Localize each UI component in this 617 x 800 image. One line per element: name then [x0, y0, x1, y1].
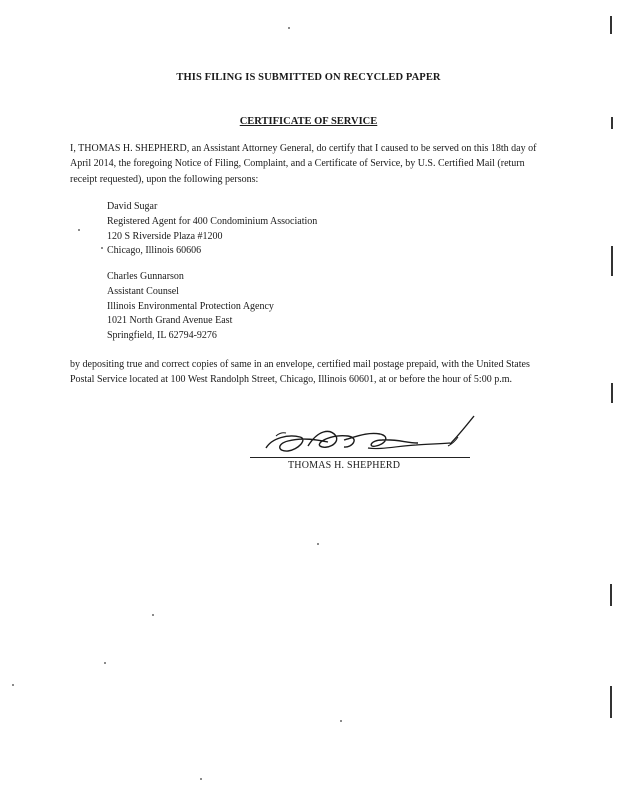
- recipient-1-title: Registered Agent for 400 Condominium Association: [107, 215, 318, 227]
- scan-speck: [104, 662, 106, 664]
- signatory-name: THOMAS H. SHEPHERD: [288, 460, 401, 471]
- signature-line: [250, 457, 470, 458]
- recipient-address-2: [107, 270, 274, 344]
- scan-speck: [78, 229, 80, 231]
- recipient-1-street: 120 S Riverside Plaza #1200: [107, 230, 223, 242]
- certificate-title: CERTIFICATE OF SERVICE: [239, 116, 378, 127]
- scan-speck: [200, 778, 202, 780]
- scan-artifact: [610, 584, 612, 606]
- recipient-2-name: Charles Gunnarson: [107, 271, 184, 282]
- scan-speck: [12, 684, 14, 686]
- recipient-2-street: 1021 North Grand Avenue East: [107, 315, 233, 327]
- scan-artifact: [610, 686, 612, 718]
- scan-speck: [340, 720, 342, 722]
- recipient-2-city: Springfield, IL 62794-9276: [107, 330, 217, 342]
- recipient-1-name: David Sugar: [107, 201, 158, 212]
- recipient-2-title: Assistant Counsel: [107, 285, 179, 297]
- scan-speck: [101, 247, 103, 249]
- scan-artifact: [610, 16, 612, 34]
- scan-artifact: [611, 383, 613, 403]
- recycled-paper-notice: THIS FILING IS SUBMITTED ON RECYCLED PAPER: [176, 72, 441, 83]
- scan-artifact: [611, 117, 613, 129]
- certification-paragraph: I, THOMAS H. SHEPHERD, an Assistant Attorney General, do certify that I caused to be served on this 18th day of April 2014, the foregoing Notice of Filing, Complaint, and a Certificate of Service, by U.S. Certified Mail (return receipt requested), upon the following persons:: [70, 143, 537, 185]
- recipient-1-city: Chicago, Illinois 60606: [107, 245, 202, 257]
- scan-speck: [288, 27, 290, 29]
- recipient-address-1: [107, 200, 317, 259]
- delivery-paragraph: by depositing true and correct copies of same in an envelope, certified mail postage prepaid, with the United States Postal Service located at 100 West Randolph Street, Chicago, Illinois 60601, at or before the hour of 5:00 p.m.: [70, 359, 530, 386]
- scan-speck: [317, 543, 319, 545]
- scan-artifact: [611, 246, 613, 276]
- scan-speck: [152, 614, 154, 616]
- recipient-2-organization: Illinois Environmental Protection Agency: [107, 300, 274, 312]
